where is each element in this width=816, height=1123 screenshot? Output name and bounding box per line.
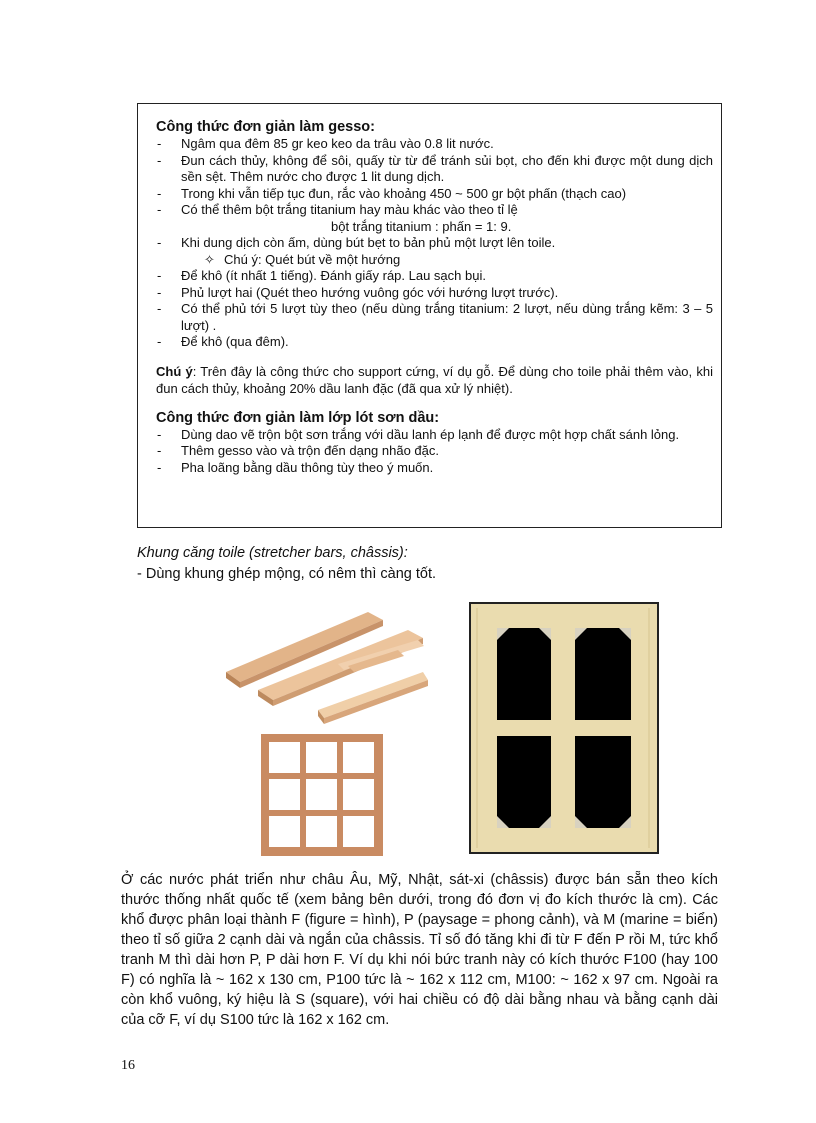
list-item: - Có thể thêm bột trắng titanium hay màu khác vào theo tỉ lệ (157, 202, 518, 217)
cross-brace-frame-image (469, 602, 659, 854)
stretcher-subcaption: - Dùng khung ghép mộng, có nêm thì càng tốt. (137, 566, 437, 582)
list-item: - Trong khi vẫn tiếp tục đun, rắc vào khoảng 450 ~ 500 gr bột phấn (thạch cao) (157, 185, 627, 201)
diamond-bullet-icon: ✧ (204, 251, 215, 267)
gesso-steps-list-cont (156, 235, 713, 252)
list-item: - Đun cách thủy, không để sôi, quấy từ từ để tránh sủi bọt, cho đến khi được một dung dịch sền sệt. Thêm nước cho được 1 lit dung dịch. (157, 152, 713, 184)
stretcher-caption: Khung căng toile (stretcher bars, châssis): (137, 545, 408, 561)
gesso-steps-list-2 (156, 268, 713, 351)
stretcher-bars-image (218, 602, 428, 727)
list-item: - Khi dung dịch còn ấm, dùng bút bẹt to bản phủ một lượt lên toile. (157, 235, 556, 250)
note-paragraph: Chú ý: Trên đây là công thức cho support cứng, ví dụ gỗ. Để dùng cho toile phải thêm vào, khi đun cách thủy, khoảng 20% dầu lanh đặc (đã qua xử lý nhiệt). (156, 363, 713, 396)
page-number: 16 (121, 1058, 135, 1073)
sub-note: ✧ Chú ý: Quét bút về một hướng (204, 251, 401, 267)
primer-steps-list (156, 427, 713, 477)
list-item: - Phủ lượt hai (Quét theo hướng vuông góc với hướng lượt trước). (157, 284, 559, 300)
list-item: - Để khô (qua đêm). (157, 334, 289, 349)
list-item: - Để khô (ít nhất 1 tiếng). Đánh giấy ráp. Lau sạch bụi. (157, 268, 486, 283)
grid-stretcher-image (261, 734, 383, 856)
gesso-steps-list (156, 136, 713, 219)
list-item: - Có thể phủ tới 5 lượt tùy theo (nếu dùng trắng titanium: 2 lượt, nếu dùng trắng kẽm: 3 – 5 lượt) . (157, 301, 713, 333)
gesso-heading: Công thức đơn giản làm gesso: (156, 119, 375, 135)
primer-heading: Công thức đơn giản làm lớp lót sơn dầu: (156, 409, 440, 426)
list-item: - Ngâm qua đêm 85 gr keo keo da trâu vào 0.8 lit nước. (157, 136, 494, 151)
gesso-recipe-box (137, 103, 722, 528)
list-item: - Dùng dao vẽ trộn bột sơn trắng với dầu lanh ép lạnh để được một hợp chất sánh lỏng. (157, 426, 680, 442)
ratio-line: bột trắng titanium : phấn = 1: 9. (331, 218, 512, 234)
list-item: - Thêm gesso vào và trộn đến dạng nhão đặc. (157, 443, 440, 458)
sizes-paragraph: Ở các nước phát triển như châu Âu, Mỹ, Nhật, sát-xi (châssis) được bán sẵn theo kích thước thống nhất quốc tế (xem bảng bên dưới, trong đó đơn vị đo kích thước là cm). Các khổ được phân loại thành F (figure = hình), P (paysage = phong cảnh), và M (marine = biển) theo tỉ số giữa 2 cạnh dài và ngắn của châssis. Tỉ số đó tăng khi đi từ F đến P rồi M, tức khổ tranh M thì dài hơn P, P dài hơn F. Ví dụ khi nói bức tranh này có kích thước F100 (hay 100 F) có nghĩa là ~ 162 x 130 cm, P100 tức là ~ 162 x 112 cm, M100: ~ 162 x 97 cm. Ngoài ra còn khổ vuông, ký hiệu là S (square), với hai chiều có độ dài bằng nhau và bằng cạnh dài của cỡ F, ví dụ S100 tức là 162 x 162 cm. (121, 872, 718, 1028)
list-item: - Pha loãng bằng dầu thông tùy theo ý muốn. (157, 459, 434, 475)
